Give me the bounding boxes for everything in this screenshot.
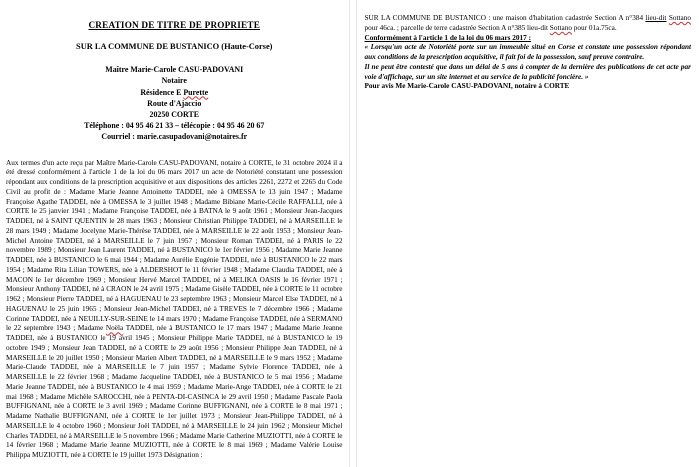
- document-page-right: [357, 0, 699, 467]
- designation-segment-3: pour 46ca. ; parcelle de terre cadastrée Section A n°385 lieu-dit: [364, 23, 550, 32]
- document-subtitle: SUR LA COMMUNE DE BUSTANICO (Haute-Corse): [76, 42, 273, 52]
- lieu-dit-link[interactable]: lieu-dit: [645, 14, 667, 22]
- spellcheck-flagged-noela: Noëla: [105, 324, 124, 333]
- designation-segment-4: pour 01a.75ca.: [571, 23, 617, 32]
- page-divider: [349, 0, 357, 467]
- law-reference-heading: Conformément à l'article 1 de la loi du 06 mars 2017 :: [364, 33, 532, 42]
- spellcheck-flagged-purette: Purette: [183, 87, 209, 97]
- notary-address-line1: [6, 87, 343, 98]
- notary-address-line1-prefix: Résidence E: [140, 87, 184, 97]
- law-quote-paragraph-1: « Lorsqu'un acte de Notoriété porte sur un immeuble situé en Corse et constate une possession répondant aux conditions de la prescription acquisitive, il fait foi de la possession, sauf preuve contraire.: [364, 43, 691, 61]
- body-text-segment-1: Aux termes d'un acte reçu par Maître Marie-Carole CASU-PADOVANI, notaire à CORTE, le 31 octobre 2024 il a été dressé conformément à l'article 1 de la loi du 06 mars 2017 un acte de Notoriété constatant une possession répondant aux conditions de la prescription acquisitive et aux dispositions des articles 2261, 2272 et 2265 du Code Civil au profit de : Madame Marie Jeanne Antoinette TADDEI, née à OMESSA le 13 juin 1947 ; Madame Françoise Agathe TADDEI, née à OMESSA le 3 juillet 1948 ; Madame Bibiane Marie-Cécile RAFFALLI, née à CORTE le 25 janvier 1941 ; Madame Françoise TADDEI, née à BATNA le 9 août 1961 ; Monsieur Jean-Jacques TADDEI, né à SAINT QUENTIN le 28 mars 1963 ; Monsieur Christian Philippe TADDEI, né à MARSEILLE le 28 mars 1949 ; Madame Jocelyne Marie-Thérèse TADDEI, née à MARSEILLE le 22 août 1953 ; Monsieur Jean-Michel Antoine TADDEI, né à MARSEILLE le 7 juin 1957 ; Monsieur Roman TADDEI, né à PARIS le 22 novembre 1989 ; Monsieur Jean Laurent TADDEI, né à BUSTANICO le 1er février 1956 ; Madame Marie Jeanne TADDEI, née à BUSTANICO le 6 mai 1944 ; Madame Aurélie Eugénie TADDEI, née à BUSTANICO le 22 mars 1954 ; Madame Rita Lilian TOWERS, née à ALDERSHOT le 11 février 1948 ; Madame Claudia TADDEI, née à MACON le 1er décembre 1969 ; Monsieur Hervé Marcel TADDEI, né à MELIKA OASIS le 16 février 1971 ; Monsieur Anthony TADDEI, né à CRAON le 24 avril 1975 ; Madame Gisèle TADDEI, née à CORTE le 11 octobre 1962 ; Monsieur Pierre TADDEI, né à HAGUENAU le 23 septembre 1963 ; Monsieur Marcel Else TADDEI, né à HAGUENAU le 25 juin 1965 ; Monsieur Jean-Michel TADDEI, né à TREVES le 7 décembre 1966 ; Madame Corinne TADDEI, née à NEUILLY-SUR-SEINE le 14 mars 1970 ; Madame Françoise TADDEI, née à SERMANO le 22 septembre 1943 ; Madame: [6, 158, 343, 333]
- document-page-left: [0, 0, 349, 467]
- body-text-segment-2: TADDEI, née à BUSTANICO le 17 mars 1947 ; Madame Marie Jeanne TADDEI, née à BUSTANICO le 19 avril 1945 ; Monsieur Philippe Marie TADDEI, né à BUSTANICO le 19 octobre 1949 ; Monsieur Jean TADDEI, né à CORTE le 29 août 1956 ; Monsieur Philippe Jean TADDEI, né à MARSEILLE le 20 juillet 1950 ; Monsieur Marien Albert TADDEI, né à MARSEILLE le 9 mars 1952 ; Madame Marie-Claude TADDEI, née à MARSEILLE le 7 juin 1957 ; Madame Sylvie Florence TADDEI, née à MARSEILLE le 22 février 1968 ; Madame Jacqueline TADDEI, née à BUSTANICO le 5 mai 1956 ; Madame Marie Jeanne TADDEI, née à BUSTANICO le 4 mai 1959 ; Madame Marie-Ange TADDEI, née à CORTE le 21 mai 1968 ; Madame Michèle SAROCCHI, née à PENTA-DI-CASINCA le 29 avril 1950 ; Madame Pascale Paola BUFFIGNANI, née à CORTE le 3 avril 1969 ; Madame Corinne BUFFIGNANI, née à CORTE le 8 mai 1971 ; Madame Nathalie BUFFIGNANI, née à CORTE le 1er juillet 1973 ; Monsieur Jean-Philippe TADDEI, né à MARSEILLE le 4 octobre 1960 ; Monsieur Joël TADDEI, né à MARSEILLE le 24 juin 1962 ; Monsieur Michel Charles TADDEI, né à MARSEILLE le 5 novembre 1966 ; Madame Marie Catherine MUZIOTTI, née à CORTE le 14 février 1968 ; Madame Marie Jeanne MUZIOTTI, née à CORTE le 8 mai 1969 ; Madame Valérie Louise Philippa MUZIOTTI, née à CORTE le 19 juillet 1973 Désignation :: [6, 324, 343, 460]
- notary-address-line2: Route d'Ajaccio: [147, 98, 202, 108]
- left-page-body-paragraph: [6, 159, 343, 461]
- notary-address-line3: 20250 CORTE: [149, 109, 199, 119]
- notary-phone-line: Téléphone : 04 95 46 21 33 – télécopie : 04 95 46 20 67: [84, 121, 265, 131]
- notary-contact-block: [6, 64, 343, 143]
- notary-role: Notaire: [161, 76, 187, 86]
- page-title: CREATION DE TITRE DE PROPRIETE: [88, 20, 261, 30]
- law-quote-paragraph-2: Il ne peut être contesté que dans un délai de 5 ans à compter de la dernière des publications de cet acte par voie d'affichage, sur un site internet et au service de la publicité foncière. »: [364, 62, 691, 81]
- notary-name: Maître Marie-Carole CASU-PADOVANI: [105, 65, 244, 75]
- spellcheck-flagged-sottano-1: Sottano: [668, 14, 691, 22]
- notary-email-line: Courriel : marie.casupadovani@notaires.fr: [101, 132, 248, 142]
- spellcheck-flagged-sottano-2: Sottano: [549, 23, 572, 32]
- notary-signoff: Pour avis Me Marie-Carole CASU-PADOVANI, notaire à CORTE: [364, 82, 570, 91]
- designation-segment-1: SUR LA COMMUNE DE BUSTANICO : une maison d'habitation cadastrée Section A n°384: [364, 14, 646, 22]
- designation-paragraph: [365, 14, 692, 34]
